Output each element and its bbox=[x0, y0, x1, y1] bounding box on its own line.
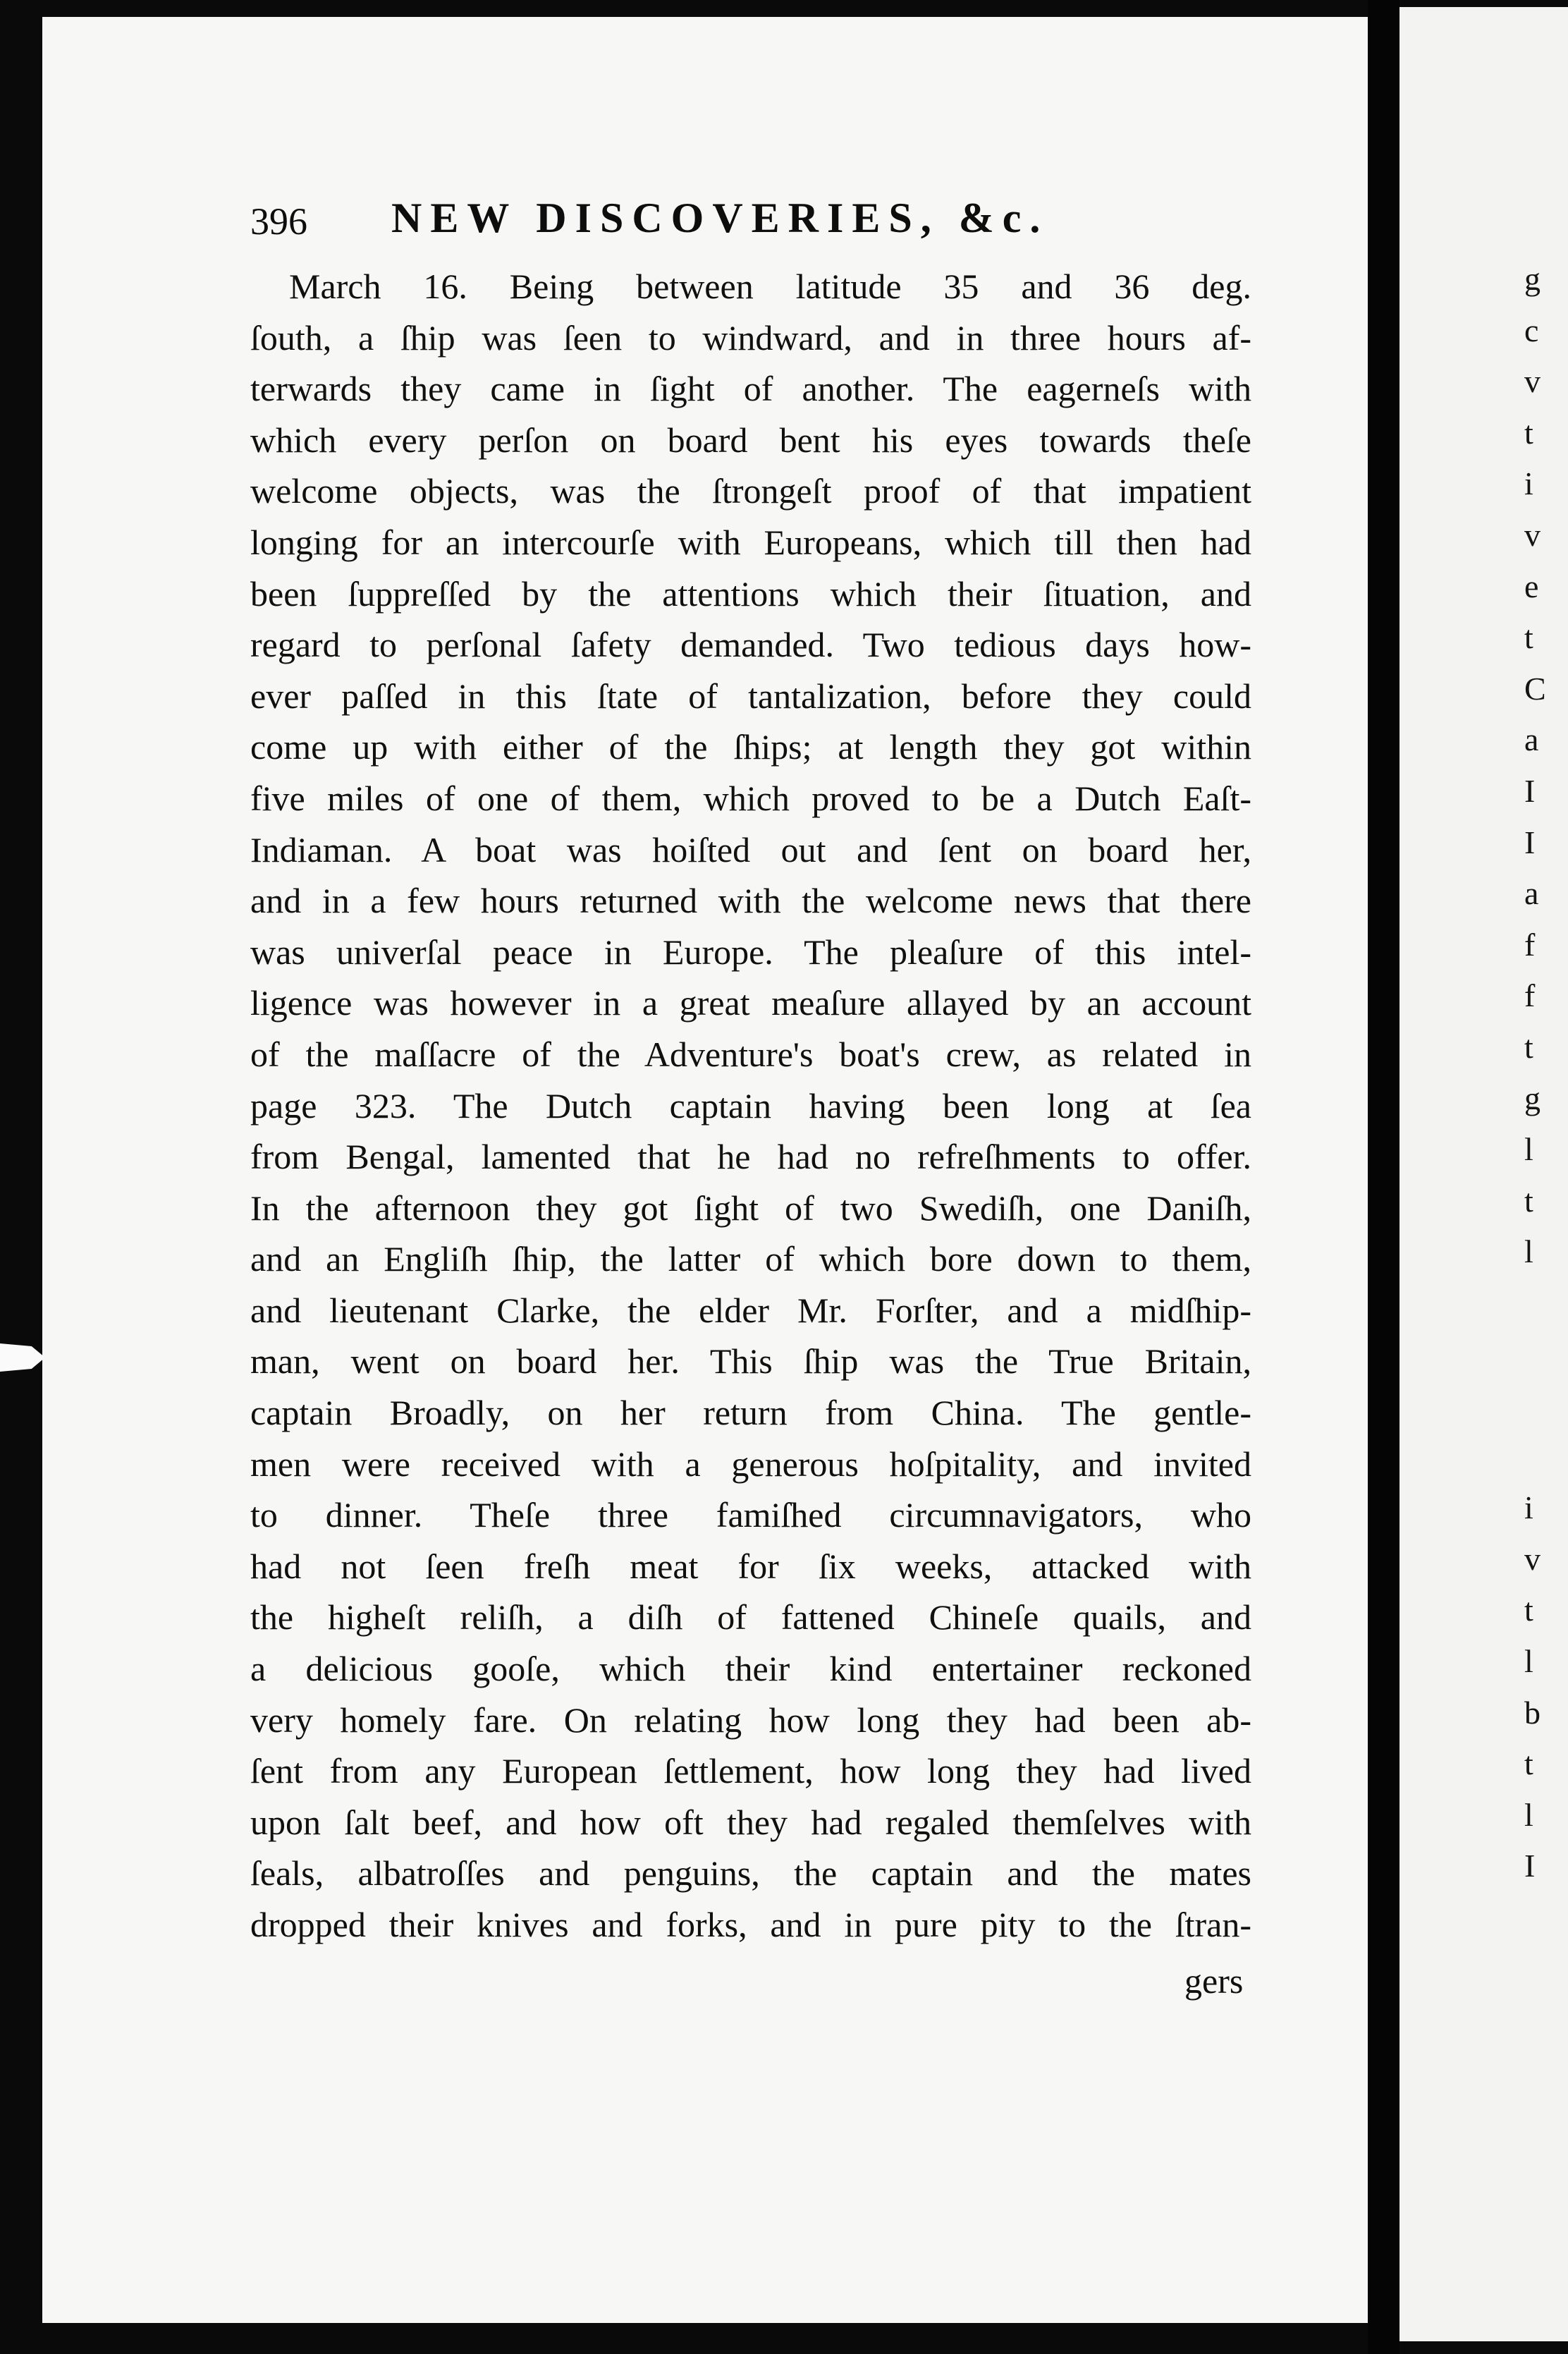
facing-fragment: C bbox=[1524, 670, 1546, 707]
body-text bbox=[250, 261, 1251, 1951]
facing-fragment: f bbox=[1524, 926, 1536, 963]
facing-fragment: t bbox=[1524, 1028, 1533, 1065]
facing-fragment: v bbox=[1524, 363, 1541, 400]
facing-fragment: a bbox=[1524, 721, 1539, 758]
text-line: welcome objects, was the ſtrongeſt proof of that impatient bbox=[250, 471, 1251, 511]
facing-fragment bbox=[1524, 1432, 1567, 1483]
text-line: March 16. Being between latitude 35 and 36 deg. bbox=[289, 267, 1251, 306]
text-line: from Bengal, lamented that he had no refreſhments to offer. bbox=[250, 1137, 1251, 1177]
text-line: was univerſal peace in Europe. The pleaſure of this intel- bbox=[250, 932, 1251, 972]
text-line: the higheſt reliſh, a diſh of fattened Chineſe quails, and bbox=[250, 1597, 1251, 1638]
text-line: had not ſeen freſh meat for ſix weeks, attacked with bbox=[250, 1546, 1251, 1586]
text-line: upon ſalt beef, and how oft they had regaled themſelves with bbox=[250, 1802, 1251, 1842]
facing-fragment: a bbox=[1524, 875, 1539, 912]
facing-fragment: i bbox=[1524, 465, 1533, 502]
facing-fragment: t bbox=[1524, 1745, 1533, 1782]
text-line: captain Broadly, on her return from China. The gentle- bbox=[250, 1393, 1251, 1433]
text-line: and in a few hours returned with the welcome news that there bbox=[250, 881, 1251, 921]
running-title: NEW DISCOVERIES, &c. bbox=[391, 195, 1049, 241]
text-line: terwards they came in ſight of another. The eagerneſs with bbox=[250, 369, 1251, 409]
text-line: very homely fare. On relating how long they had been ab- bbox=[250, 1700, 1251, 1740]
text-line: ſouth, a ſhip was ſeen to windward, and in three hours af- bbox=[250, 317, 1251, 358]
catchword: gers bbox=[1184, 1961, 1244, 2001]
text-line: of the maſſacre of the Adventure's boat's crew, as related in bbox=[250, 1034, 1251, 1074]
text-line: five miles of one of them, which proved to be a Dutch Eaſt- bbox=[250, 778, 1251, 818]
facing-fragment: t bbox=[1524, 1592, 1533, 1628]
facing-fragment: l bbox=[1524, 1131, 1533, 1168]
gutter-shadow bbox=[1368, 0, 1399, 2354]
facing-fragment: b bbox=[1524, 1694, 1541, 1731]
text-line: and lieutenant Clarke, the elder Mr. Forſter, and a midſhip- bbox=[250, 1290, 1251, 1330]
facing-page-fragments bbox=[1524, 254, 1567, 1892]
facing-fragment: l bbox=[1524, 1643, 1533, 1680]
facing-fragment: I bbox=[1524, 824, 1536, 860]
margin-tab bbox=[0, 1343, 45, 1372]
text-line: men were received with a generous hoſpitality, and invited bbox=[250, 1444, 1251, 1484]
facing-fragment bbox=[1524, 1329, 1567, 1380]
text-line: a delicious gooſe, which their kind entertainer reckoned bbox=[250, 1649, 1251, 1689]
running-head bbox=[250, 194, 1237, 250]
text-line: been ſuppreſſed by the attentions which their ſituation, and bbox=[250, 573, 1251, 614]
facing-fragment: t bbox=[1524, 414, 1533, 451]
text-line: and an Engliſh ſhip, the latter of which bore down to them, bbox=[250, 1239, 1251, 1279]
text-line: page 323. The Dutch captain having been long at ſea bbox=[250, 1085, 1251, 1126]
text-line: man, went on board her. This ſhip was the True Britain, bbox=[250, 1341, 1251, 1382]
facing-fragment: t bbox=[1524, 1182, 1533, 1219]
text-line: to dinner. Theſe three famiſhed circumnavigators, who bbox=[250, 1495, 1251, 1535]
facing-fragment: v bbox=[1524, 516, 1541, 553]
text-line: In the afternoon they got ſight of two Swediſh, one Daniſh, bbox=[250, 1188, 1251, 1228]
text-line: ligence was however in a great meaſure allayed by an account bbox=[250, 983, 1251, 1023]
text-line: regard to perſonal ſafety demanded. Two tedious days how- bbox=[250, 625, 1251, 665]
facing-fragment: I bbox=[1524, 772, 1536, 809]
facing-fragment: i bbox=[1524, 1489, 1533, 1526]
text-line: which every perſon on board bent his eyes towards theſe bbox=[250, 420, 1251, 460]
text-line: dropped their knives and forks, and in pure pity to the ſtran- bbox=[250, 1905, 1251, 1944]
facing-fragment: t bbox=[1524, 619, 1533, 656]
facing-fragment: v bbox=[1524, 1540, 1541, 1577]
facing-fragment bbox=[1524, 1380, 1567, 1432]
page-number: 396 bbox=[250, 200, 307, 243]
text-line: Indiaman. A boat was hoiſted out and ſent on board her, bbox=[250, 829, 1251, 870]
facing-fragment: c bbox=[1524, 312, 1539, 348]
facing-fragment: e bbox=[1524, 568, 1539, 604]
text-line: ever paſſed in this ſtate of tantalization, before they could bbox=[250, 676, 1251, 716]
facing-fragment: f bbox=[1524, 977, 1536, 1014]
text-line: longing for an intercourſe with Europeans, which till then had bbox=[250, 522, 1251, 562]
facing-fragment: I bbox=[1524, 1848, 1536, 1884]
facing-fragment: g bbox=[1524, 261, 1541, 297]
text-line: ſeals, albatroſſes and penguins, the captain and the mates bbox=[250, 1853, 1251, 1893]
facing-fragment bbox=[1524, 1278, 1567, 1329]
facing-fragment: l bbox=[1524, 1796, 1533, 1833]
text-line: come up with either of the ſhips; at length they got within bbox=[250, 727, 1251, 767]
facing-fragment: l bbox=[1524, 1233, 1533, 1270]
facing-fragment: g bbox=[1524, 1080, 1541, 1116]
text-line: ſent from any European ſettlement, how long they had lived bbox=[250, 1751, 1251, 1791]
